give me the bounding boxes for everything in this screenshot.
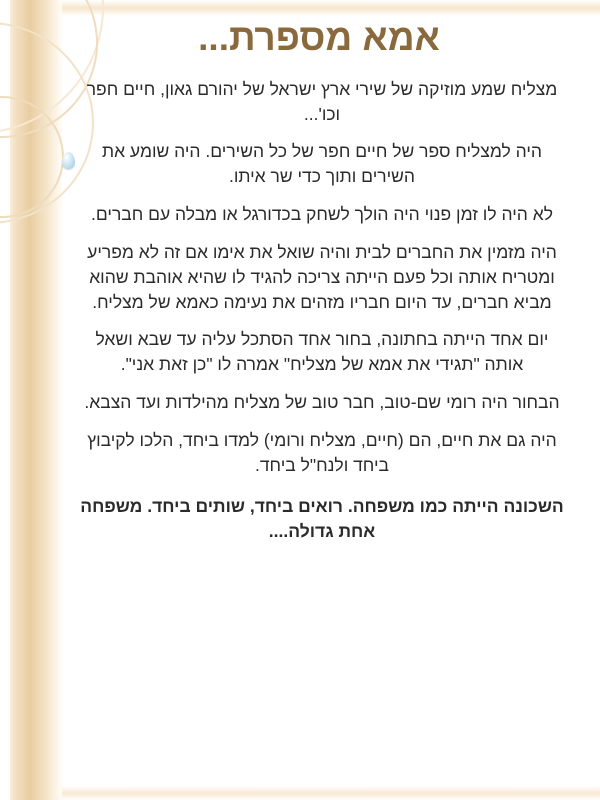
slide-title: אמא מספרת... bbox=[198, 17, 440, 58]
body-paragraph: היה למצליח ספר של חיים חפר של כל השירים. היה שומע את השירים ותוך כדי שר איתו. bbox=[101, 141, 543, 187]
body-paragraph: היה מזמין את החברים לבית והיה שואל את אימו אם זה לא מפריע ומטריח אותה וכל פעם הייתה צריכה להגיד לו שהיא אוהבת שהוא מביא חברים, עד היום חבריו מזהים את נעימה כאמא של מצליח. bbox=[87, 241, 557, 312]
body-paragraph: מצליח שמע מוזיקה של שירי ארץ ישראל של יהורם גאון, חיים חפר וכו'... bbox=[86, 78, 558, 124]
body-paragraph: יום אחד הייתה בחתונה, בחור אחד הסתכל עליה עד שבא ושאל אותה "תגידי את אמא של מצליח" אמרה לו "כן זאת אני". bbox=[95, 329, 549, 375]
body-paragraph: לא היה לו זמן פנוי היה הולך לשחק בכדורגל או מבלה עם חברים. bbox=[91, 204, 553, 225]
slide-content bbox=[70, 0, 582, 800]
body-paragraph: היה גם את חיים, הם (חיים, מצליח ורומי) למדו ביחד, הלכו לקיבוץ ביחד ולנח"ל ביחד. bbox=[87, 429, 557, 475]
closing-paragraph: השכונה הייתה כמו משפחה. רואים ביחד, שותים ביחד. משפחה אחת גדולה.... bbox=[80, 495, 564, 541]
slide-body bbox=[80, 77, 564, 544]
body-paragraph: הבחור היה רומי שם-טוב, חבר טוב של מצליח מהילדות ועד הצבא. bbox=[84, 392, 560, 413]
